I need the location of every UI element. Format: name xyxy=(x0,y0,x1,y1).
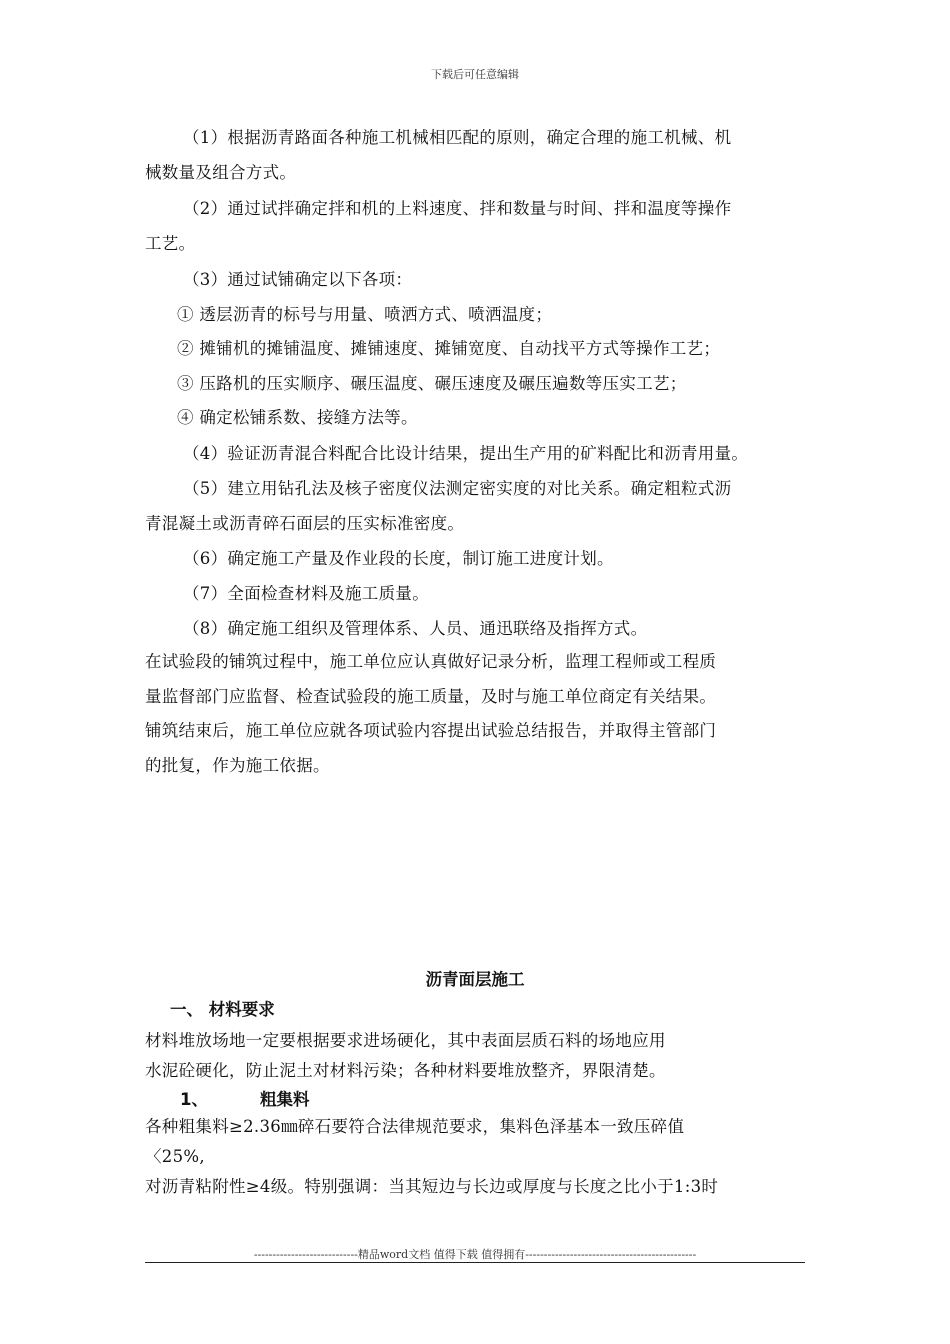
text-line: （1）根据沥青路面各种施工机械相匹配的原则，确定合理的施工机械、机 xyxy=(183,128,732,147)
subsection-label: 粗集料 xyxy=(259,1090,310,1109)
text-line: （2）通过试拌确定拌和机的上料速度、拌和数量与时间、拌和温度等操作 xyxy=(183,199,732,218)
page-footer: ----------------------------精品word文档 值得下载 值得拥有---------------------------------------------- xyxy=(253,1248,697,1261)
subsection-number: 1、 xyxy=(180,1090,208,1109)
text-line: 〈25%, xyxy=(145,1147,205,1166)
text-line: 水泥砼硬化，防止泥土对材料污染；各种材料要堆放整齐，界限清楚。 xyxy=(145,1061,666,1080)
text-line: 械数量及组合方式。 xyxy=(145,162,297,182)
paragraph-6 xyxy=(145,542,810,577)
text-line: 量监督部门应监督、检查试验段的施工质量，及时与施工单位商定有关结果。 xyxy=(145,686,717,706)
coarse-aggregate-paragraph xyxy=(145,1112,810,1202)
text-line: 对沥青粘附性≥4级。特别强调：当其短边与长边或厚度与长度之比小于1:3时 xyxy=(145,1177,719,1196)
text-line: 各种粗集料≥2.36㎜碎石要符合法律规范要求，集料色泽基本一致压碎值 xyxy=(145,1117,685,1136)
paragraph-7 xyxy=(145,577,810,612)
text-line: 在试验段的铺筑过程中，施工单位应认真做好记录分析，监理工程师或工程质 xyxy=(145,652,717,671)
text-line: 青混凝土或沥青碎石面层的压实标准密度。 xyxy=(145,513,465,533)
paragraph-3 xyxy=(145,263,810,436)
subsection-heading-coarse-aggregate xyxy=(180,1086,309,1110)
text-line: 铺筑结束后，施工单位应就各项试验内容提出试验总结报告，并取得主管部门 xyxy=(145,721,717,740)
text-line: 材料堆放场地一定要根据要求进场硬化，其中表面层质石料的场地应用 xyxy=(145,1031,666,1050)
text-line: （3）通过试铺确定以下各项： xyxy=(183,270,413,289)
section-heading-materials: 一、 材料要求 xyxy=(170,1000,275,1019)
text-line: （7）全面检查材料及施工质量。 xyxy=(183,584,429,603)
list-item: ① 透层沥青的标号与用量、喷洒方式、喷洒温度； xyxy=(177,304,553,324)
paragraph-8 xyxy=(145,612,810,647)
materials-paragraph xyxy=(145,1026,810,1086)
list-item: ③ 压路机的压实顺序、碾压温度、碾压速度及碾压遍数等压实工艺； xyxy=(177,373,687,393)
text-line: 的批复，作为施工依据。 xyxy=(145,755,330,775)
paragraph-4 xyxy=(145,437,810,472)
list-item: ② 摊铺机的摊铺温度、摊铺速度、摊铺宽度、自动找平方式等操作工艺； xyxy=(177,339,721,358)
text-line: （5）建立用钻孔法及核子密度仪法测定密实度的对比关系。确定粗粒式沥 xyxy=(183,479,732,498)
text-line: （6）确定施工产量及作业段的长度，制订施工进度计划。 xyxy=(183,549,614,568)
paragraph-9 xyxy=(145,645,810,783)
page-header: 下载后可任意编辑 xyxy=(431,68,519,81)
section-title: 沥青面层施工 xyxy=(425,970,525,989)
paragraph-5 xyxy=(145,472,810,541)
text-line: （4）验证沥青混合料配合比设计结果，提出生产用的矿料配比和沥青用量。 xyxy=(183,444,749,463)
paragraph-1 xyxy=(145,121,810,190)
list-item: ④ 确定松铺系数、接缝方法等。 xyxy=(177,408,418,427)
footer-divider xyxy=(145,1262,805,1263)
text-line: （8）确定施工组织及管理体系、人员、通迅联络及指挥方式。 xyxy=(183,619,648,638)
paragraph-2 xyxy=(145,192,810,261)
text-line: 工艺。 xyxy=(145,233,196,253)
